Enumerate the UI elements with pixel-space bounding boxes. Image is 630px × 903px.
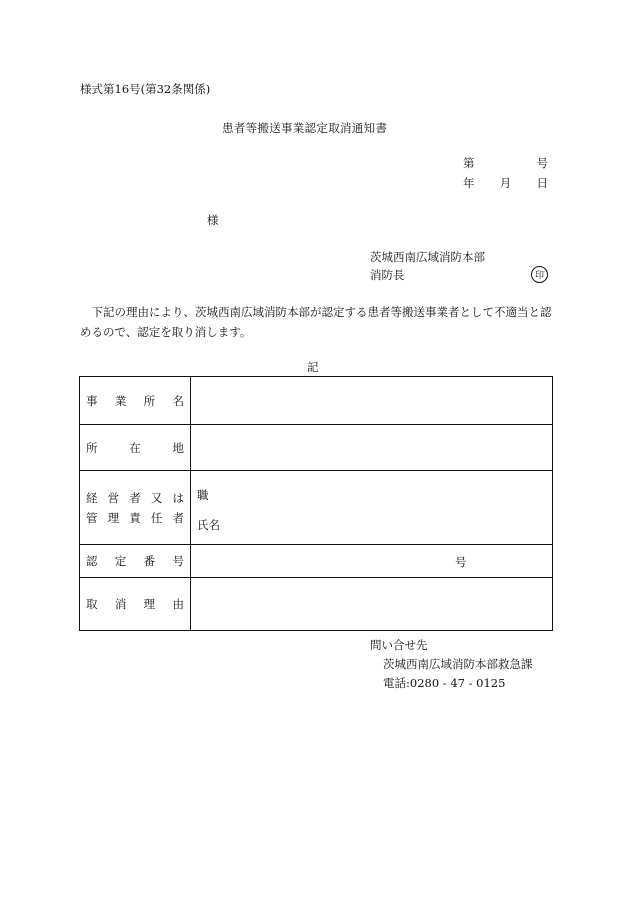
cert-number-suffix: 号: [455, 555, 467, 569]
label-char: 業: [114, 393, 127, 408]
contact-heading: 問い合せ先: [370, 638, 428, 652]
label-char: 号: [172, 554, 184, 568]
reason-label: [80, 578, 191, 631]
table-row: [80, 471, 553, 545]
cert-number-field[interactable]: [191, 545, 553, 578]
name-label: 氏名: [197, 518, 220, 532]
label-char: 事: [86, 393, 98, 408]
business-name-label: [80, 377, 191, 425]
label-char: 理: [143, 597, 156, 611]
label-char: 在: [129, 440, 141, 455]
label-char: 者: [129, 490, 141, 505]
label-char: は: [172, 490, 184, 505]
reason-field[interactable]: [191, 578, 553, 631]
table-row: [80, 578, 553, 631]
contact-department: 茨城西南広域消防本部救急課: [383, 657, 533, 671]
location-field[interactable]: [191, 425, 553, 471]
document-number-line: [463, 155, 548, 171]
table-row: [80, 425, 553, 471]
date-line: [463, 175, 548, 191]
date-year: 年: [463, 176, 475, 190]
document-title: 患者等搬送事業認定取消通知書: [222, 121, 388, 135]
issuer-organization: 茨城西南広域消防本部: [370, 250, 485, 264]
form-number: 様式第16号(第32条関係): [80, 82, 211, 96]
date-day: 日: [536, 176, 548, 190]
label-char: 消: [114, 597, 127, 611]
manager-label: [80, 471, 191, 545]
number-prefix: 第: [463, 156, 475, 170]
position-label: 職: [197, 488, 209, 502]
issuer-title: 消防長: [370, 268, 405, 282]
label-char: 責: [129, 510, 141, 525]
label-char: 経: [86, 490, 98, 505]
label-char: 営: [107, 490, 120, 505]
record-heading: 記: [307, 360, 319, 374]
location-label: [80, 425, 191, 471]
manager-field[interactable]: [191, 471, 553, 545]
label-char: 者: [172, 510, 184, 525]
cert-number-label: [80, 545, 191, 578]
label-char: 又: [150, 490, 163, 505]
label-char: 地: [172, 440, 184, 455]
label-char: 由: [172, 597, 184, 611]
label-char: 所: [86, 440, 98, 455]
contact-phone: 電話:0280 - 47 - 0125: [383, 676, 506, 690]
label-char: 理: [107, 510, 120, 525]
label-char: 定: [114, 554, 127, 568]
date-month: 月: [499, 176, 512, 190]
table-row: [80, 377, 553, 425]
notice-body-text: 下記の理由により、茨城西南広域消防本部が認定する患者等搬送事業者として不適当と認めるので、認定を取り消します。: [80, 305, 552, 339]
label-char: 任: [150, 510, 163, 525]
label-char: 管: [86, 510, 98, 525]
label-char: 所: [143, 393, 156, 408]
number-suffix: 号: [536, 156, 548, 170]
addressee-suffix: 様: [207, 213, 219, 227]
label-char: 取: [86, 597, 98, 611]
details-table: [79, 376, 553, 631]
business-name-field[interactable]: [191, 377, 553, 425]
table-row: [80, 545, 553, 578]
label-char: 認: [86, 554, 98, 568]
label-char: 名: [172, 393, 184, 408]
seal-mark: 印: [531, 266, 548, 283]
label-char: 番: [143, 554, 156, 568]
